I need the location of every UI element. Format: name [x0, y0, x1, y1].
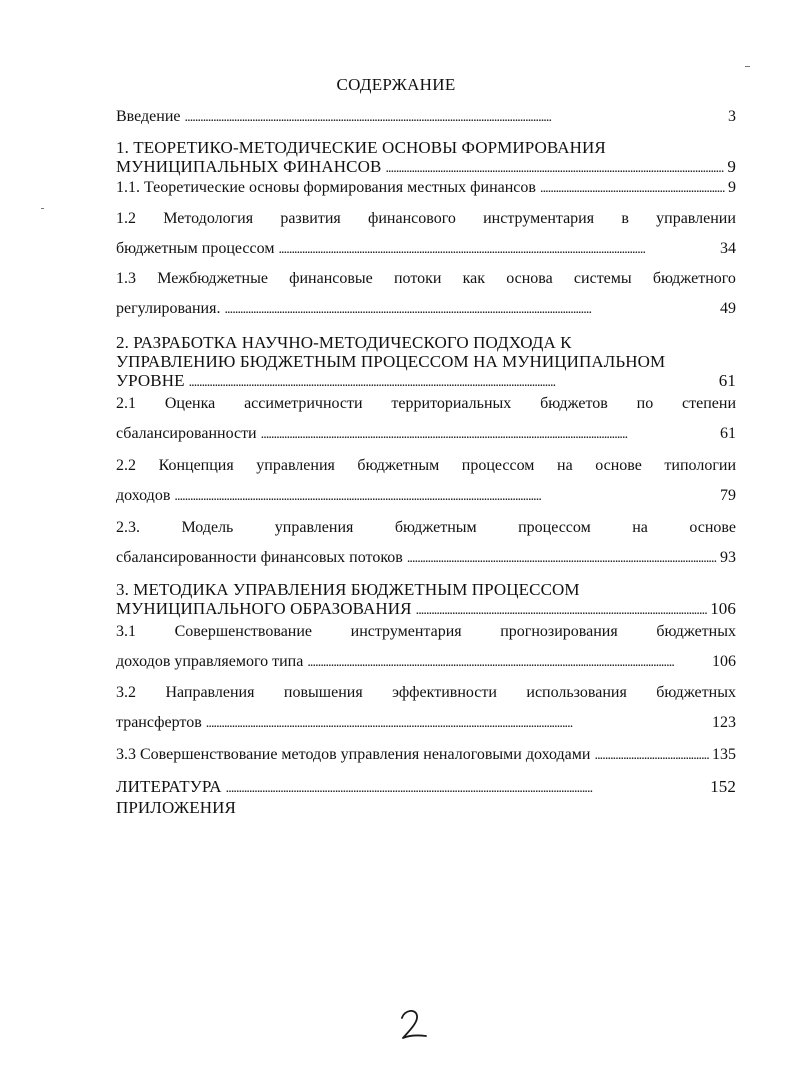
toc-entry-intro — [116, 107, 736, 128]
word: 1.2 — [116, 210, 136, 227]
toc-s3-3-page: 135 — [712, 746, 736, 763]
dot-leader — [594, 745, 709, 766]
toc-s3-1-title-line-2: доходов управляемого типа — [116, 653, 304, 670]
dot-leader — [174, 486, 717, 507]
word: Концепция — [158, 457, 234, 474]
toc-entry-chapter-1 — [116, 138, 736, 178]
word: основе — [595, 457, 642, 474]
word: бюджетного — [652, 270, 736, 287]
toc-appendices-title: ПРИЛОЖЕНИЯ — [116, 798, 236, 817]
word: бюджетным — [394, 519, 477, 536]
word: по — [636, 395, 654, 412]
word: прогнозирования — [500, 623, 618, 640]
toc-ch3-page: 106 — [710, 599, 736, 618]
toc-s2-2-title-line-2: доходов — [116, 487, 171, 504]
word: 2.3. — [116, 519, 140, 536]
word: Модель — [181, 519, 234, 536]
toc-s2-2-page: 79 — [720, 487, 736, 504]
dot-leader — [407, 548, 717, 569]
word: инструментария — [350, 623, 462, 640]
word: 2.2 — [116, 457, 136, 474]
toc-s1-2-page: 34 — [720, 240, 736, 257]
word: типологии — [664, 457, 736, 474]
dot-leader — [206, 713, 709, 734]
word: бюджетных — [656, 623, 736, 640]
dot-leader — [540, 178, 725, 199]
word: Оценка — [164, 395, 216, 412]
word: степени — [682, 395, 736, 412]
dot-leader — [307, 652, 709, 673]
toc-s2-3-page: 93 — [720, 549, 736, 566]
word: эффективности — [392, 684, 497, 701]
word: на — [632, 519, 648, 536]
toc-entry-section-2-2 — [116, 456, 736, 507]
word: Направления — [165, 684, 255, 701]
word: процессом — [518, 519, 591, 536]
dot-leader — [278, 239, 717, 260]
word: основа — [506, 270, 553, 287]
word: бюджетных — [656, 684, 736, 701]
toc-ch1-title-line-1: 1. ТЕОРЕТИКО-МЕТОДИЧЕСКИЕ ОСНОВЫ ФОРМИРОВАНИЯ — [116, 138, 606, 157]
word: финансовые — [289, 270, 373, 287]
dot-leader — [185, 107, 726, 128]
toc-entry-literature — [116, 777, 736, 817]
word: бюджетов — [540, 395, 608, 412]
toc-ch2-page: 61 — [718, 371, 736, 390]
toc-literature-title: ЛИТЕРАТУРА — [116, 777, 222, 796]
toc-entry-section-3-1 — [116, 622, 736, 673]
toc-entry-section-2-3 — [116, 518, 736, 569]
word: управлении — [656, 210, 736, 227]
handwritten-page-number — [396, 1004, 430, 1044]
word: бюджетным — [357, 457, 440, 474]
page-title: СОДЕРЖАНИЕ — [336, 75, 456, 94]
dot-leader — [226, 777, 708, 798]
toc-ch1-title-line-2: МУНИЦИПАЛЬНЫХ ФИНАНСОВ — [116, 157, 382, 176]
toc-entry-chapter-3 — [116, 580, 736, 620]
toc-s1-2-title-line-1 — [116, 209, 736, 229]
dot-leader — [385, 157, 724, 178]
toc-s1-3-title-line-1 — [116, 269, 736, 289]
toc-s3-3-title: 3.3 Совершенствование методов управления неналоговыми доходами — [116, 746, 591, 763]
toc-ch3-title-line-2: МУНИЦИПАЛЬНОГО ОБРАЗОВАНИЯ — [116, 599, 412, 618]
toc-s3-2-page: 123 — [712, 714, 736, 731]
word: 3.1 — [116, 623, 136, 640]
word: инструментария — [483, 210, 595, 227]
word: 1.3 — [116, 270, 136, 287]
word: территориальных — [391, 395, 512, 412]
toc-s1-2-title-line-2: бюджетным процессом — [116, 240, 275, 257]
toc-entry-chapter-2 — [116, 333, 736, 392]
word: основе — [689, 519, 736, 536]
toc-entry-section-3-2 — [116, 683, 736, 734]
scan-mark — [745, 66, 750, 67]
toc-s1-3-title-line-2: регулирования. — [116, 300, 221, 317]
toc-ch2-title-line-2: УПРАВЛЕНИЮ БЮДЖЕТНЫМ ПРОЦЕССОМ НА МУНИЦИПАЛЬНОМ — [116, 352, 666, 371]
toc-s2-2-title-line-1 — [116, 456, 736, 476]
word: Совершенствование — [174, 623, 313, 640]
word: на — [557, 457, 573, 474]
word: 3.2 — [116, 684, 136, 701]
word: Методология — [163, 210, 254, 227]
word: системы — [573, 270, 632, 287]
word: Межбюджетные — [157, 270, 268, 287]
toc-intro-page: 3 — [728, 108, 736, 125]
toc-s1-3-page: 49 — [720, 300, 736, 317]
dot-leader — [224, 299, 717, 320]
word: развития — [280, 210, 341, 227]
dot-leader — [189, 371, 716, 392]
toc-ch2-title-line-3: УРОВНЕ — [116, 371, 185, 390]
word: управления — [256, 457, 335, 474]
toc-s2-1-title-line-2: сбалансированности — [116, 425, 257, 442]
word: как — [462, 270, 486, 287]
toc-s2-1-page: 61 — [720, 425, 736, 442]
dot-leader — [416, 599, 708, 620]
word: финансового — [368, 210, 456, 227]
word: управления — [274, 519, 354, 536]
toc-ch2-title-line-1: 2. РАЗРАБОТКА НАУЧНО-МЕТОДИЧЕСКОГО ПОДХОДА К — [116, 333, 572, 352]
toc-ch1-page: 9 — [727, 157, 736, 176]
word: потоки — [393, 270, 442, 287]
toc-entry-section-3-3 — [116, 745, 736, 766]
toc-intro-title: Введение — [116, 108, 181, 125]
toc-literature-page: 152 — [710, 777, 736, 796]
toc-s2-3-title-line-1 — [116, 518, 736, 538]
toc-entry-section-2-1 — [116, 394, 736, 445]
toc-s2-3-title-line-2: сбалансированности финансовых потоков — [116, 549, 403, 566]
toc-entry-section-1-2 — [116, 209, 736, 260]
toc-s3-1-title-line-1 — [116, 622, 736, 642]
toc-s1-1-title: 1.1. Теоретические основы формирования местных финансов — [116, 179, 536, 196]
word: процессом — [461, 457, 535, 474]
toc-s3-2-title-line-2: трансфертов — [116, 714, 202, 731]
word: ассиметричности — [244, 395, 363, 412]
word: использования — [526, 684, 627, 701]
word: в — [621, 210, 629, 227]
toc-s3-1-page: 106 — [712, 653, 736, 670]
toc-s2-1-title-line-1 — [116, 394, 736, 414]
toc-s1-1-page: 9 — [728, 179, 736, 196]
scan-mark — [41, 208, 44, 209]
toc-entry-section-1-1 — [116, 178, 736, 199]
dot-leader — [261, 424, 717, 445]
toc-s3-2-title-line-1 — [116, 683, 736, 703]
toc-ch3-title-line-1: 3. МЕТОДИКА УПРАВЛЕНИЯ БЮДЖЕТНЫМ ПРОЦЕССОМ — [116, 580, 580, 599]
word: повышения — [283, 684, 363, 701]
toc-entry-section-1-3 — [116, 269, 736, 320]
word: 2.1 — [116, 395, 136, 412]
